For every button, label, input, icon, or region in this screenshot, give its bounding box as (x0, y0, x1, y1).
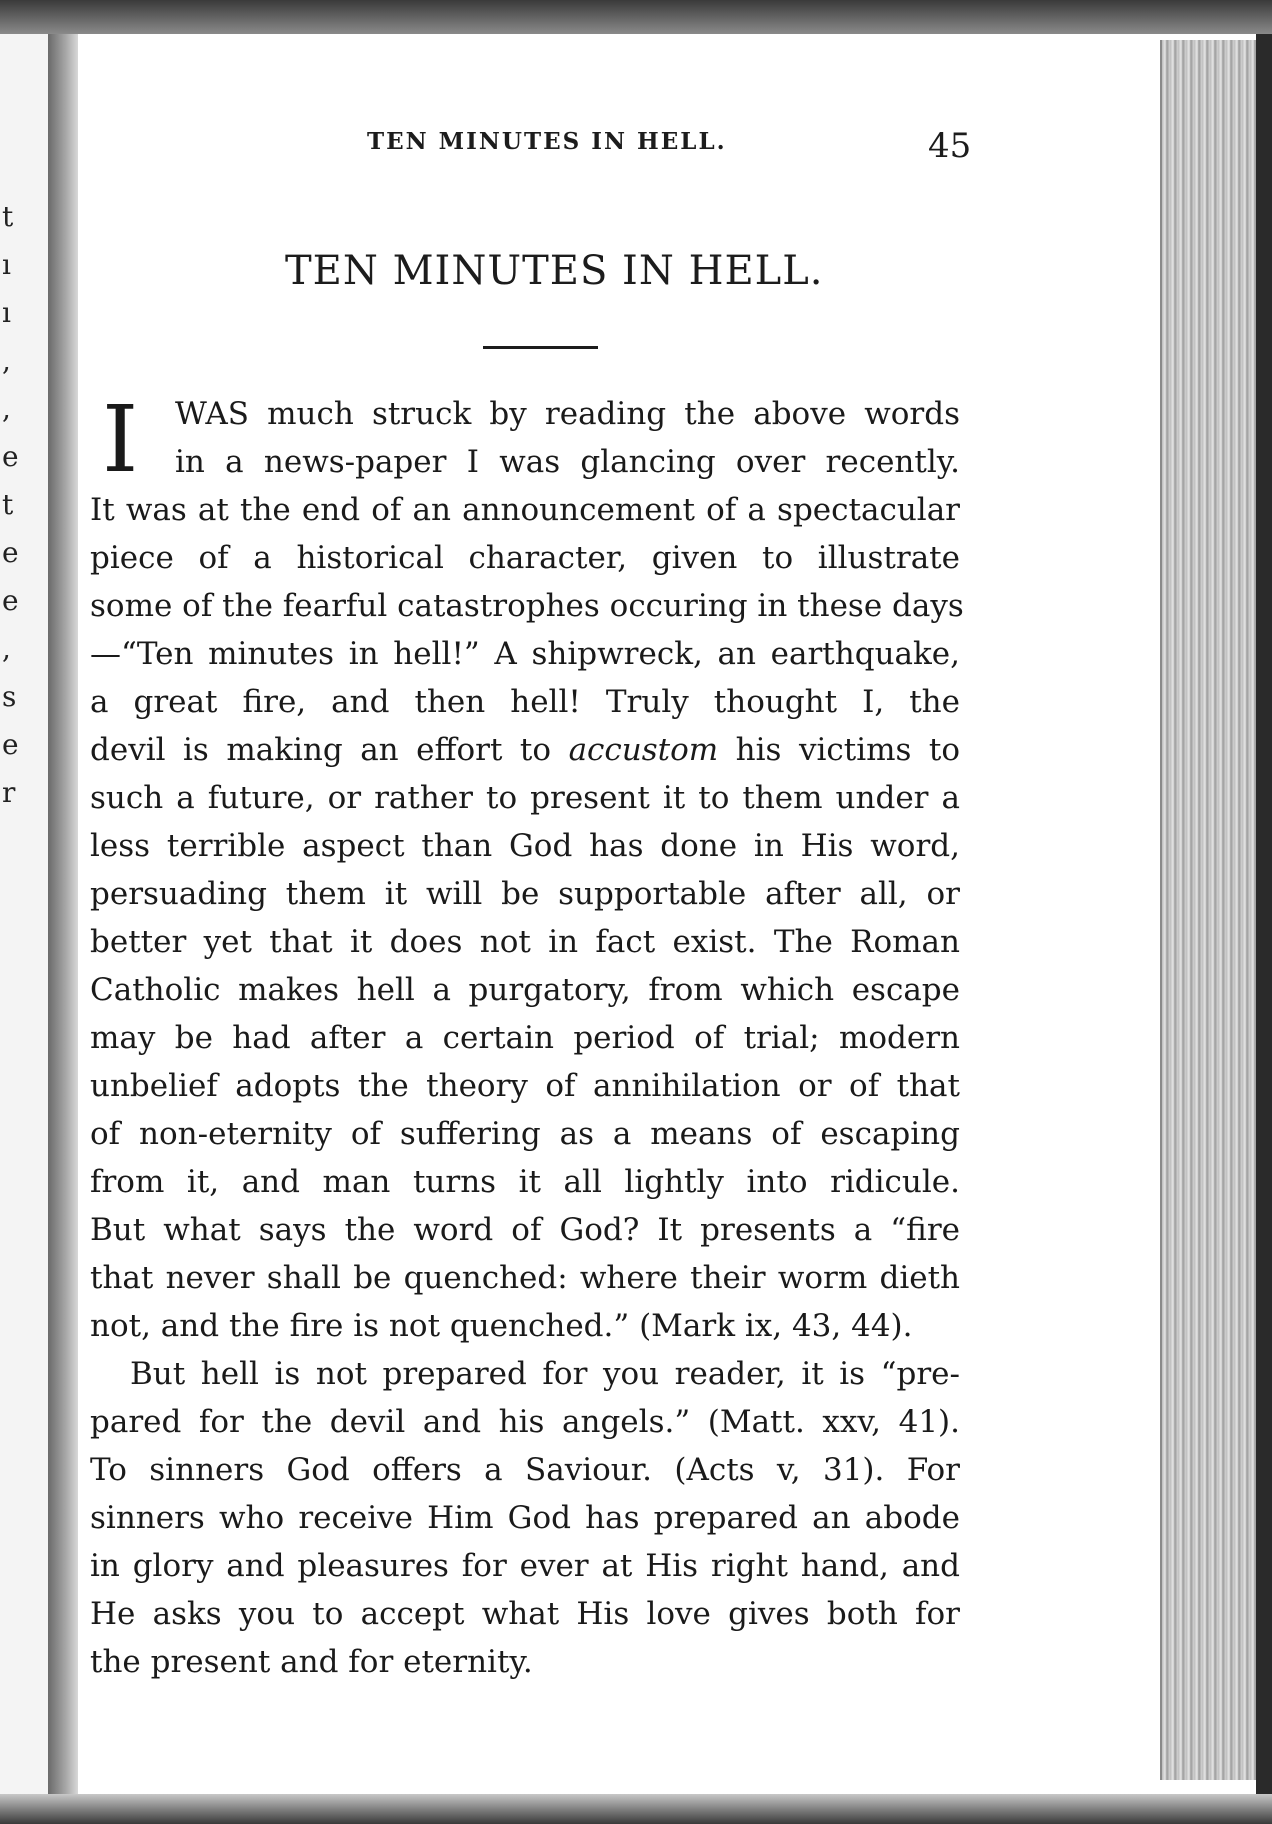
facing-page-letter: e (2, 584, 19, 617)
text-line: sinners who receive Him God has prepared an abode (90, 1500, 960, 1536)
facing-page-letter: e (2, 440, 19, 473)
page-number: 45 (928, 126, 972, 166)
scan-top-shadow (0, 0, 1272, 34)
page-edges (1160, 40, 1258, 1780)
text-line: To sinners God offers a Saviour. (Acts v, 31). For (90, 1452, 960, 1488)
paragraph-1 (90, 386, 964, 1350)
text-line: from it, and man turns it all lightly into ridicule. (90, 1164, 960, 1200)
text-line: the present and for eternity. (90, 1644, 533, 1680)
facing-page-edge (0, 34, 51, 1824)
scan-bottom-shadow (0, 1794, 1272, 1824)
text-line: It was at the end of an announcement of a spectacular (90, 492, 960, 528)
running-head: TEN MINUTES IN HELL. (367, 128, 727, 155)
text-line: less terrible aspect than God has done in His word, (90, 828, 960, 864)
drop-cap: I (102, 386, 139, 493)
text-segment: devil is making an effort to (90, 732, 552, 768)
text-line: in glory and pleasures for ever at His right hand, and (90, 1548, 960, 1584)
title-rule (483, 346, 598, 349)
text-line: some of the fearful catastrophes occuring in these days (90, 588, 964, 624)
facing-page-letter: , (2, 392, 11, 425)
facing-page-letter: e (2, 728, 19, 761)
facing-page-letter: t (2, 200, 14, 233)
text-line: such a future, or rather to present it to them under a (90, 780, 960, 816)
text-line: a great fire, and then hell! Truly thought I, the (90, 684, 960, 720)
text-line: Catholic makes hell a purgatory, from which escape (90, 972, 960, 1008)
body-text (90, 386, 964, 1686)
text-line: of non-eternity of suffering as a means of escaping (90, 1116, 960, 1152)
facing-page-letter: , (2, 632, 11, 665)
text-line: pared for the devil and his angels.” (Matt. xxv, 41). (90, 1404, 960, 1440)
text-line: persuading them it will be supportable after all, or (90, 876, 960, 912)
facing-page-letter: , (2, 344, 11, 377)
text-line: may be had after a certain period of trial; modern (90, 1020, 960, 1056)
facing-page-letter: t (2, 488, 14, 521)
facing-page-letter: s (2, 680, 17, 713)
facing-page-letter: r (2, 776, 16, 809)
text-line: He asks you to accept what His love gives both for (90, 1596, 960, 1632)
scan-right-border (1256, 34, 1272, 1824)
paragraph-2 (90, 1350, 960, 1686)
text-line: not, and the fire is not quenched.” (Mark ix, 43, 44). (90, 1308, 913, 1344)
text-line: But what says the word of God? It presents a “fire (90, 1212, 960, 1248)
italic-word: accustom (568, 732, 719, 768)
facing-page-letter: e (2, 536, 19, 569)
book-spine (48, 34, 78, 1824)
text-line: that never shall be quenched: where their worm dieth (90, 1260, 960, 1296)
text-line: —“Ten minutes in hell!” A shipwreck, an earthquake, (90, 636, 960, 672)
text-line: piece of a historical character, given to illustrate (90, 540, 960, 576)
facing-page-letter: ı (2, 248, 11, 281)
text-line: WAS much struck by reading the above words (175, 396, 960, 432)
text-line (90, 726, 960, 774)
text-line: better yet that it does not in fact exist. The Roman (90, 924, 960, 960)
text-line: unbelief adopts the theory of annihilation or of that (90, 1068, 960, 1104)
text-line: But hell is not prepared for you reader, it is “pre- (130, 1356, 960, 1392)
chapter-title: TEN MINUTES IN HELL. (285, 248, 824, 294)
facing-page-letter: ı (2, 296, 11, 329)
text-segment: his victims to (735, 732, 961, 768)
text-line: in a news-paper I was glancing over recently. (175, 444, 960, 480)
